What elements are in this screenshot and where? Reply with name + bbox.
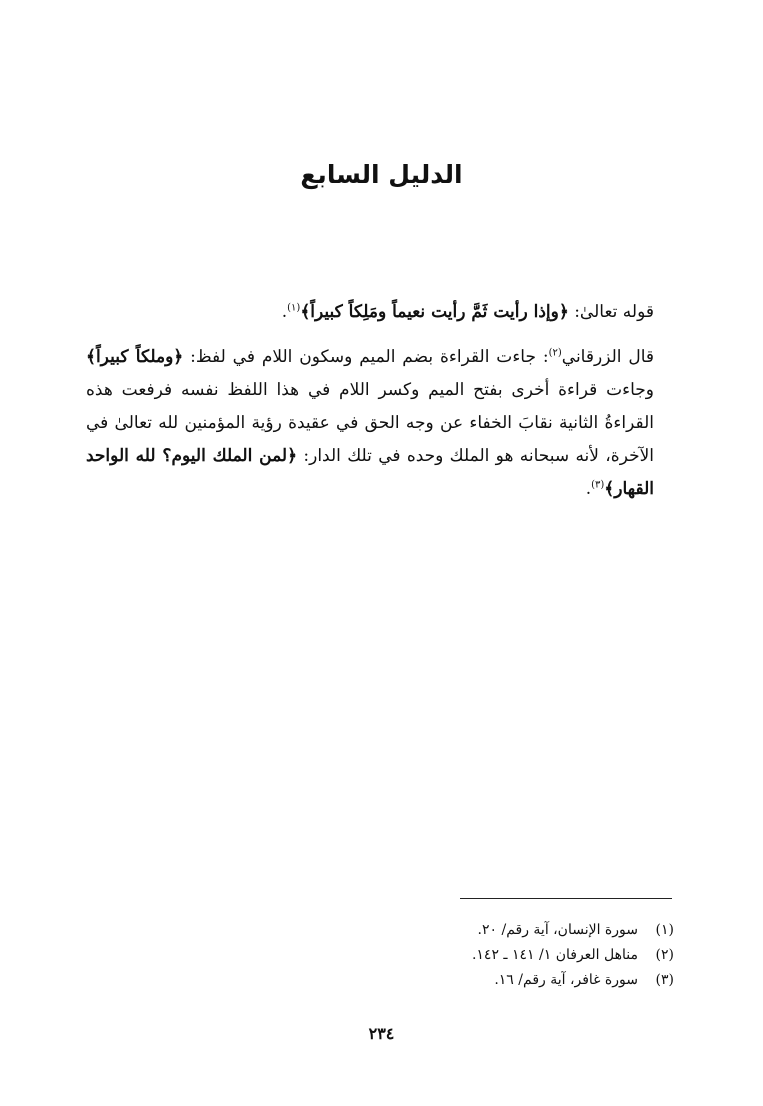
verse-quote: ﴿وإذا رأيت ثَمَّ رأيت نعيماً ومَلِكاً كبيراً﴾ bbox=[300, 302, 569, 322]
footnote-divider bbox=[460, 898, 672, 899]
section-heading: الدليل السابع bbox=[300, 160, 463, 189]
footnote-text: سورة غافر، آية رقم/ ١٦. bbox=[494, 972, 638, 988]
commentary-text-2: وجاءت قراءة أخرى بفتح الميم وكسر اللام في هذا اللفظ نفسه فرفعت هذه القراءةُ الثانية نقابَ الخفاء عن وجه الحق في عقيدة رؤية المؤمنين لله تعالىٰ في الآخرة، لأنه سبحانه هو الملك وحده في تلك الدار: bbox=[86, 380, 655, 466]
footnote-item bbox=[320, 943, 674, 968]
footnote-ref-1: (١) bbox=[287, 302, 301, 314]
commentary-text-1: : جاءت القراءة بضم الميم وسكون اللام في لفظ: bbox=[190, 347, 549, 367]
main-text bbox=[86, 296, 676, 506]
footnotes bbox=[320, 918, 674, 993]
footnote-ref-2: (٢) bbox=[548, 347, 562, 359]
footnote-text: سورة الإنسان، آية رقم/ ٢٠. bbox=[477, 922, 638, 938]
verse-intro: قوله تعالىٰ: bbox=[574, 302, 654, 322]
footnote-item bbox=[320, 968, 674, 993]
footnote-text: مناهل العرفان ١/ ١٤١ ـ ١٤٢. bbox=[471, 947, 638, 963]
commentary-quote-1: ﴿وملكاً كبيراً﴾ bbox=[86, 347, 184, 367]
footnote-number: (٣) bbox=[655, 972, 674, 988]
commentary-end: . bbox=[585, 479, 592, 499]
footnote-number: (٢) bbox=[655, 947, 674, 963]
footnote-item bbox=[320, 918, 674, 943]
page-number: ٢٣٤ bbox=[368, 1024, 395, 1043]
paragraph-commentary bbox=[86, 341, 676, 506]
footnote-ref-3: (٣) bbox=[591, 479, 605, 491]
commentary-author: قال الزرقاني bbox=[561, 347, 655, 367]
footnote-number: (١) bbox=[655, 922, 674, 938]
commentary-quote-2: ﴿لمن الملك اليوم؟ لله الواحد القهار﴾ bbox=[86, 446, 654, 499]
paragraph-verse bbox=[86, 296, 676, 329]
verse-end: . bbox=[281, 302, 288, 322]
